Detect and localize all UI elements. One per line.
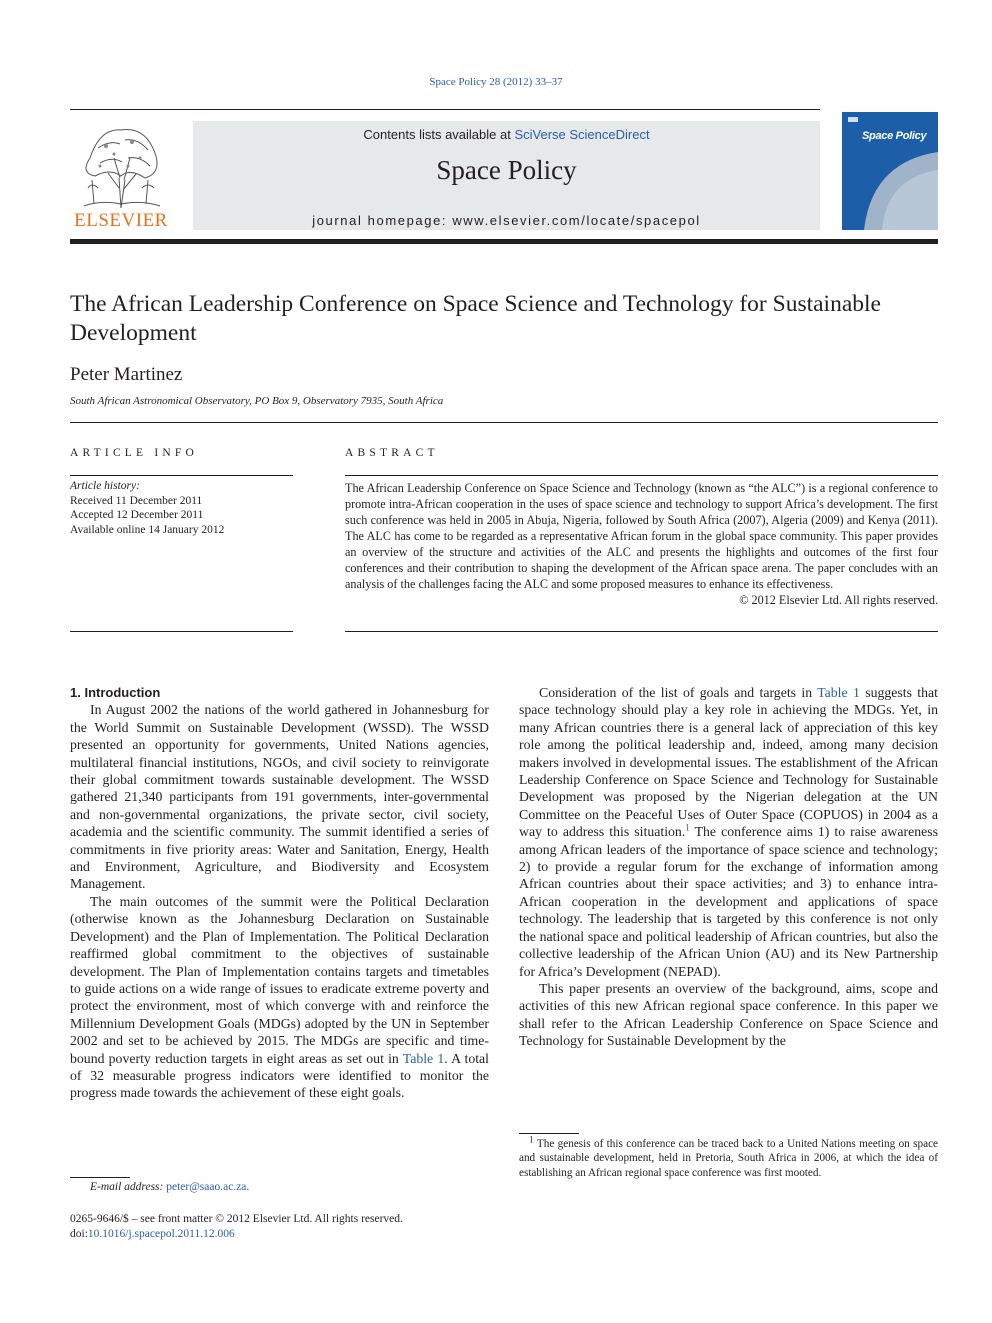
issn-doi-block [70, 1212, 403, 1241]
header-rule [70, 109, 820, 110]
journal-citation[interactable]: Space Policy 28 (2012) 33–37 [429, 76, 563, 88]
doi-link[interactable]: 10.1016/j.spacepol.2011.12.006 [87, 1227, 235, 1240]
abstract-copyright: © 2012 Elsevier Ltd. All rights reserved. [739, 593, 938, 607]
online-date: Available online 14 January 2012 [70, 523, 225, 536]
email-rule [70, 1177, 130, 1178]
author-email: E-mail address: peter@saao.ac.za. [90, 1181, 250, 1193]
table-1-link[interactable]: Table 1 [817, 685, 860, 700]
elsevier-wordmark[interactable]: ELSEVIER [74, 210, 168, 231]
paragraph-3: Consideration of the list of goals and targets in Table 1 suggests that space technology should play a key role in achieving the MDGs. Yet, in many African countries there is a general lack of appreciation of this key role among the political leadership and, indeed, among many decision makers involved in developmental issues. The establishment of the African Leadership Conference on Space Science and Technology for Sustainable Development was proposed by the Nigerian delegation at the UN Committee on the Peaceful Uses of Outer Space (COPUOS) in 2004 as a way to address this situation.$^1$ The conference aims 1) to raise awareness among African leaders of the importance of space science and technology; 2) to provide a regular forum for the exchange of information among African countries about their space activities; and 3) to enhance intra-African cooperation in the development and applications of space technology. The leadership that is targeted by this conference is not only the national space and political leadership of African countries, but also the collective leadership of the African Union (AU) and its New Partnership for Africa’s Development (NEPAD). [519, 685, 938, 979]
section-heading-introduction: 1. Introduction [70, 685, 161, 700]
contents-line: Contents lists available at SciVerse ScienceDirect [363, 127, 650, 142]
footnote-1-link[interactable]: 1 [685, 822, 690, 833]
article-history [70, 479, 224, 537]
doi-line: doi:10.1016/j.spacepol.2011.12.006 [70, 1227, 235, 1240]
table-1-link[interactable]: Table 1 [402, 1050, 445, 1066]
history-label: Article history: [70, 480, 140, 492]
paragraph-2: The main outcomes of the summit were the Political Declaration (otherwise known as the Johannesburg Declaration on Sustainable Development) and the Plan of Implementation. The Political Declaration reaffirmed global commitment to the objectives of sustainable development. The Plan of Implementation contains targets and timetables to guide actions on a wide range of issues to eradicate extreme poverty and protect the environment, most of which converge with and reinforce the Millennium Development Goals (MDGs) adopted by the UN in September 2002 and set to be achieved by 2015. The MDGs are specific and time-bound poverty reduction targets in eight areas as set out in Table 1. A total of 32 measurable progress indicators were identified to monitor the progress made towards the achievement of these eight goals. [70, 893, 490, 1101]
email-link[interactable]: peter@saao.ac.za [166, 1181, 247, 1193]
sciencedirect-link[interactable]: SciVerse ScienceDirect [514, 127, 650, 142]
journal-cover-thumbnail[interactable] [842, 112, 938, 230]
received-date: Received 11 December 2011 [70, 494, 203, 507]
issn-line: 0265-9646/$ – see front matter © 2012 Elsevier Ltd. All rights reserved. [70, 1213, 403, 1225]
abstract-text: The African Leadership Conference on Space Science and Technology (known as “the ALC”) is a regional conference to promote intra-African cooperation in the uses of space science and technology to support Africa’s development. The first such conference was held in 2005 in Abuja, Nigeria, followed by South Africa (2007), Algeria (2009) and Kenya (2011). The ALC has come to be regarded as a representative African forum in the global space community. This paper provides an overview of the structure and activities of the ALC and presents the highlights and outcomes of the first four conferences and their contribution to shaping the development of the African space arena. The paper concludes with an analysis of the challenges facing the ALC and some proposed measures to enhance its effectiveness. [345, 481, 938, 591]
abstract-block [345, 480, 938, 608]
author-affiliation: South African Astronomical Observatory, PO Box 9, Observatory 7935, South Africa [70, 395, 444, 407]
author-name[interactable]: Peter Martinez [70, 364, 183, 385]
abstract-bottom-rule [345, 631, 938, 632]
paragraph-1: In August 2002 the nations of the world gathered in Johannesburg for the World Summit on Sustainable Development (WSSD). The WSSD presented an opportunity for governments, United Nations agencies, multilateral financial institutions, NGOs, and civil society to reinvigorate their global commitment towards sustainable development. The WSSD gathered 21,340 participants from 191 governments, inter-governmental and non-governmental organizations, the private sector, civil society, academia and the scientific community. The summit identified a series of commitments in five priority areas: Water and Sanitation, Energy, Health and Environment, Agriculture, and Biodiversity and Ecosystem Management. [70, 702, 489, 892]
article-info-bottom-rule [70, 631, 293, 632]
article-info-top-rule [70, 475, 293, 476]
journal-homepage-link[interactable]: journal homepage: www.elsevier.com/locate/spacepol [312, 213, 701, 228]
abstract-top-rule [345, 475, 938, 476]
cover-title: Space Policy [862, 130, 927, 142]
cover-swoosh-icon [842, 112, 938, 230]
footnote-rule [519, 1133, 579, 1134]
body-column-right [519, 684, 938, 1050]
article-title: The African Leadership Conference on Space Science and Technology for Sustainable Development [70, 291, 881, 346]
abstract-heading: ABSTRACT [345, 447, 439, 459]
footnote-mark: 1 [529, 1134, 534, 1145]
footnote-1: $^1$ The genesis of this conference can be traced back to a United Nations meeting on space and sustainable development, held in Pretoria, South Africa in 2006, at which the idea of establishing an African regional space conference was first mooted. [519, 1134, 939, 1179]
article-info-heading: ARTICLE INFO [70, 447, 198, 459]
paragraph-4: This paper presents an overview of the background, aims, scope and activities of this new African regional space conference. In this paper we shall refer to the African Leadership Conference on Space Science and Technology for Sustainable Development by the [519, 980, 938, 1049]
journal-masthead [193, 121, 820, 230]
masthead-bottom-rule [70, 239, 938, 244]
journal-title: Space Policy [436, 155, 577, 185]
front-matter-rule [70, 422, 938, 423]
accepted-date: Accepted 12 December 2011 [70, 509, 204, 522]
body-column-left [70, 684, 489, 1102]
